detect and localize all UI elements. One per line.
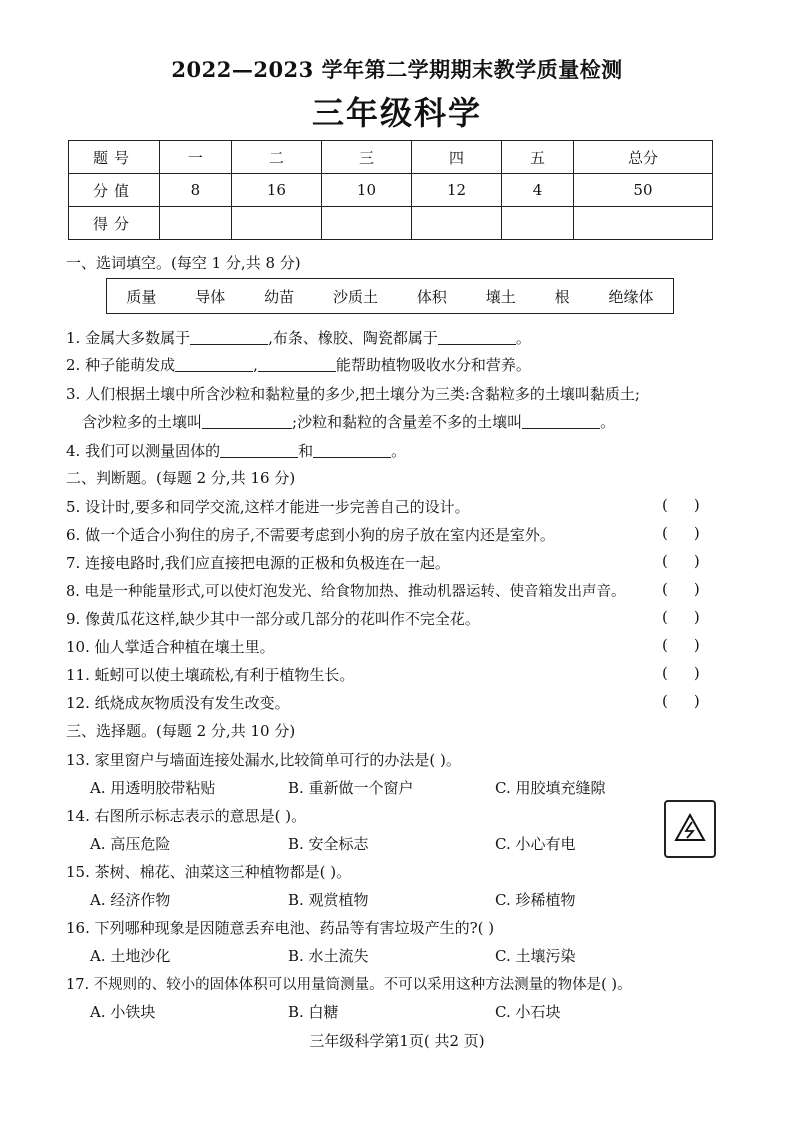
section-heading: 二、判断题。(每题 2 分,共 16 分) xyxy=(66,469,296,487)
word-bank xyxy=(106,278,674,314)
question-2 xyxy=(66,354,531,375)
table-cell: 二 xyxy=(231,141,321,174)
question-text: 4. 我们可以测量固体的 xyxy=(66,442,221,460)
question-text: 能帮助植物吸收水分和营养。 xyxy=(335,356,531,374)
table-cell: 五 xyxy=(502,141,574,174)
option-b[interactable]: B. 水土流失 xyxy=(288,947,369,965)
judge-question: 8. 电是一种能量形式,可以使灯泡发光、给食物加热、推动机器运转、使音箱发出声音。 xyxy=(66,584,626,600)
question-text: 和 xyxy=(298,442,314,460)
question-text: 。 xyxy=(391,442,407,460)
high-voltage-icon xyxy=(666,802,714,856)
score-input-cell[interactable] xyxy=(412,207,502,240)
table-cell: 分值 xyxy=(69,174,160,207)
score-input-cell[interactable] xyxy=(573,207,712,240)
subject-title: 三年级科学 xyxy=(311,94,482,132)
answer-paren[interactable]: () xyxy=(662,524,726,542)
option-b[interactable]: B. 重新做一个窗户 xyxy=(288,779,414,797)
answer-blank[interactable] xyxy=(522,414,600,429)
table-cell: 四 xyxy=(412,141,502,174)
answer-paren[interactable]: () xyxy=(662,692,726,710)
score-input-cell[interactable] xyxy=(502,207,574,240)
word-bank-item: 质量 xyxy=(126,287,157,306)
choice-question: 13. 家里窗户与墙面连接处漏水,比较简单可行的办法是( )。 xyxy=(66,751,461,769)
word-bank-item: 沙质土 xyxy=(333,287,379,306)
table-cell: 16 xyxy=(231,174,321,207)
question-4 xyxy=(66,440,406,461)
answer-blank[interactable] xyxy=(202,414,292,429)
judge-question: 12. 纸烧成灰物质没有发生改变。 xyxy=(66,694,290,712)
table-cell: 8 xyxy=(160,174,232,207)
option-a[interactable]: A. 经济作物 xyxy=(90,891,171,909)
judge-question: 6. 做一个适合小狗住的房子,不需要考虑到小狗的房子放在室内还是室外。 xyxy=(66,526,555,544)
question-text: , xyxy=(253,356,258,374)
answer-blank[interactable] xyxy=(190,330,268,345)
word-bank-item: 体积 xyxy=(416,287,447,306)
word-bank-item: 幼苗 xyxy=(264,287,295,306)
answer-paren[interactable]: () xyxy=(662,580,726,598)
judge-question: 10. 仙人掌适合种植在壤土里。 xyxy=(66,638,275,656)
answer-blank[interactable] xyxy=(175,357,253,372)
question-text: 。 xyxy=(515,329,531,347)
score-input-cell[interactable] xyxy=(160,207,232,240)
question-text: 2. 种子能萌发成 xyxy=(66,356,176,374)
word-bank-item: 导体 xyxy=(195,287,226,306)
table-row xyxy=(69,207,713,240)
option-c[interactable]: C. 用胶填充缝隙 xyxy=(495,779,606,797)
table-row xyxy=(69,174,713,207)
score-input-cell[interactable] xyxy=(321,207,411,240)
section-heading: 三、选择题。(每题 2 分,共 10 分) xyxy=(66,722,296,740)
answer-paren[interactable]: () xyxy=(662,636,726,654)
score-table xyxy=(68,140,713,240)
option-a[interactable]: A. 用透明胶带粘贴 xyxy=(90,779,216,797)
choice-question: 17. 不规则的、较小的固体体积可以用量筒测量。不可以采用这种方法测量的物体是( )。 xyxy=(66,977,632,993)
answer-paren[interactable]: () xyxy=(662,664,726,682)
score-input-cell[interactable] xyxy=(231,207,321,240)
question-3-cont xyxy=(82,411,615,432)
word-bank-item: 绝缘体 xyxy=(608,287,654,306)
question-3: 3. 人们根据土壤中所含沙粒和黏粒量的多少,把土壤分为三类:含黏粒多的土壤叫黏质土; xyxy=(66,385,640,403)
electric-hazard-sign xyxy=(664,800,716,858)
table-cell: 10 xyxy=(321,174,411,207)
page-footer: 三年级科学第1页( 共2 页) xyxy=(309,1032,485,1050)
question-text: ,布条、橡胶、陶瓷都属于 xyxy=(268,329,438,347)
option-a[interactable]: A. 高压危险 xyxy=(90,835,171,853)
table-cell: 题号 xyxy=(69,141,160,174)
answer-blank[interactable] xyxy=(258,357,336,372)
question-1 xyxy=(66,327,531,348)
choice-question: 15. 茶树、棉花、油菜这三种植物都是( )。 xyxy=(66,863,352,881)
table-cell: 4 xyxy=(502,174,574,207)
answer-paren[interactable]: () xyxy=(662,496,726,514)
judge-question: 5. 设计时,要多和同学交流,这样才能进一步完善自己的设计。 xyxy=(66,498,470,516)
answer-blank[interactable] xyxy=(438,330,516,345)
question-text: 。 xyxy=(600,413,616,431)
question-text: 含沙粒多的土壤叫 xyxy=(82,413,203,431)
answer-blank[interactable] xyxy=(220,443,298,458)
option-b[interactable]: B. 白糖 xyxy=(288,1003,339,1021)
option-b[interactable]: B. 观赏植物 xyxy=(288,891,369,909)
choice-question: 14. 右图所示标志表示的意思是( )。 xyxy=(66,807,307,825)
option-a[interactable]: A. 小铁块 xyxy=(90,1003,156,1021)
option-a[interactable]: A. 土地沙化 xyxy=(90,947,171,965)
table-cell: 得分 xyxy=(69,207,160,240)
answer-blank[interactable] xyxy=(313,443,391,458)
question-text: 1. 金属大多数属于 xyxy=(66,329,191,347)
option-c[interactable]: C. 珍稀植物 xyxy=(495,891,576,909)
table-cell: 总分 xyxy=(573,141,712,174)
judge-question: 9. 像黄瓜花这样,缺少其中一部分或几部分的花叫作不完全花。 xyxy=(66,610,480,628)
table-cell: 12 xyxy=(412,174,502,207)
word-bank-item: 根 xyxy=(554,287,570,306)
option-b[interactable]: B. 安全标志 xyxy=(288,835,369,853)
table-cell: 50 xyxy=(573,174,712,207)
answer-paren[interactable]: () xyxy=(662,608,726,626)
option-c[interactable]: C. 土壤污染 xyxy=(495,947,576,965)
option-c[interactable]: C. 小石块 xyxy=(495,1003,561,1021)
option-c[interactable]: C. 小心有电 xyxy=(495,835,576,853)
choice-question: 16. 下列哪种现象是因随意丢弃电池、药品等有害垃圾产生的?( ) xyxy=(66,919,495,937)
word-bank-item: 壤土 xyxy=(485,287,516,306)
section-heading: 一、选词填空。(每空 1 分,共 8 分) xyxy=(66,254,301,272)
judge-question: 7. 连接电路时,我们应直接把电源的正极和负极连在一起。 xyxy=(66,554,450,572)
table-cell: 三 xyxy=(321,141,411,174)
judge-question: 11. 蚯蚓可以使土壤疏松,有利于植物生长。 xyxy=(66,666,355,684)
table-cell: 一 xyxy=(160,141,232,174)
table-row xyxy=(69,141,713,174)
exam-title: 2022—2023 学年第二学期期末教学质量检测 xyxy=(171,57,623,82)
answer-paren[interactable]: () xyxy=(662,552,726,570)
question-text: ;沙粒和黏粒的含量差不多的土壤叫 xyxy=(292,413,523,431)
